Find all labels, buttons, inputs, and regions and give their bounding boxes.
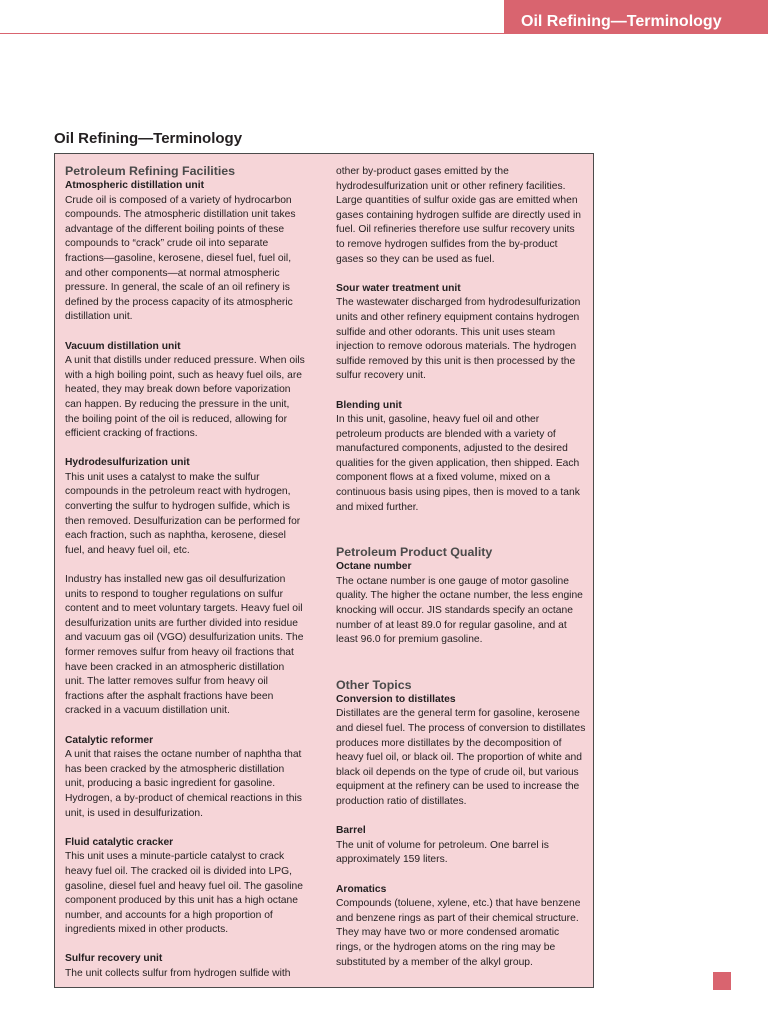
header-title: Oil Refining—Terminology — [521, 13, 722, 30]
entry-body-conversion: Distillates are the general term for gasoline, kerosene and diesel fuel. The process of conversion to distillates produces more distillates by the decomposition of heavy fuel oil, or black oil. The proportion of white and black oil depends on the type of crude oil, but various equipment at the refinery can be used to increase the production ratio of distillates. — [336, 708, 586, 807]
entry-body-sulfur-recovery: The unit collects sulfur from hydrogen sulfide with — [65, 968, 291, 980]
entry-title-octane: Octane number — [336, 561, 412, 573]
section-title-facilities: Petroleum Refining Facilities — [65, 164, 236, 178]
right-column — [336, 165, 586, 970]
section-title-quality: Petroleum Product Quality — [336, 545, 493, 560]
entry-title-hydrodesulfurization: Hydrodesulfurization unit — [65, 457, 190, 469]
entry-body-fluid-catalytic-cracker: This unit uses a minute-particle catalyst to crack heavy fuel oil. The cracked oil is divided into LPG, gasoline, diesel fuel and heavy fuel oil. The gasoline component produced by this unit has a high octane number, and accounts for a high proportion of ingredients mixed in other products. — [65, 851, 303, 936]
entry-title-barrel: Barrel — [336, 825, 366, 837]
entry-body-catalytic-reformer: A unit that raises the octane number of naphtha that has been cracked by the atmospheric distillation unit, producing a basic ingredient for gasoline. Hydrogen, a by-product of chemical reactions in this unit, is used in desulfurization. — [65, 749, 302, 819]
entry-body-barrel: The unit of volume for petroleum. One barrel is approximately 159 liters. — [336, 839, 549, 866]
corner-square — [713, 972, 731, 990]
page-title: Oil Refining—Terminology — [54, 130, 243, 147]
entry-title-aromatics: Aromatics — [336, 883, 387, 895]
entry-title-blending: Blending unit — [336, 399, 402, 411]
entry-title-atmospheric: Atmospheric distillation unit — [65, 180, 205, 191]
entry-body-vacuum: A unit that distills under reduced pressure. When oils with a high boiling point, such as heavy fuel oils, are heated, they may break down before vaporization can happen. By reducing the pressure in the unit, the boiling point of the oil is reduced, allowing for efficient cracking of fractions. — [65, 355, 305, 440]
section-title-other: Other Topics — [336, 677, 412, 692]
entry-body-sour-water: The wastewater discharged from hydrodesulfurization units and other refinery equipment contains hydrogen sulfide and other odorants. This unit uses steam injection to remove odorous materials. The hydrogen sulfide removed by this unit is then processed by the sulfur recovery unit. — [336, 297, 581, 382]
entry-title-conversion: Conversion to distillates — [336, 693, 456, 705]
entry-title-sulfur-recovery: Sulfur recovery unit — [65, 953, 163, 965]
terminology-box — [54, 153, 594, 988]
header-bar — [504, 0, 768, 33]
entry-body-aromatics: Compounds (toluene, xylene, etc.) that have benzene and benzene rings as part of their chemical structure. They may have two or more condensed aromatic rings, or the hydrogen atoms on the ring may be substituted by a member of the alkyl group. — [336, 898, 581, 968]
entry-title-catalytic-reformer: Catalytic reformer — [65, 734, 154, 746]
left-column — [65, 163, 305, 982]
entry-body-hydrodesulfurization: This unit uses a catalyst to make the sulfur compounds in the petroleum react with hydrogen, converting the sulfur to hydrogen sulfide, which is then removed. Desulfurization can be performed for each fraction, such as naphtha, kerosene, diesel fuel, and heavy fuel oil, etc. — [65, 471, 301, 556]
header-divider — [0, 33, 768, 34]
entry-body-sulfur-recovery-cont: other by-product gases emitted by the hydrodesulfurization unit or other refinery facilities. Large quantities of sulfur oxide gas are emitted when gases containing hydrogen sulfide are directly used in fuel. Oil refineries therefore use sulfur recovery units to remove hydrogen sulfides from the by-product gases so they can be used as fuel. — [336, 166, 581, 265]
entry-title-vacuum: Vacuum distillation unit — [65, 340, 181, 352]
entry-body-blending: In this unit, gasoline, heavy fuel oil and other petroleum products are blended with a variety of manufactured components, adjusted to the desired qualities for the given application, then shipped. Each component flows at a fixed volume, mixed on a continuous basis using pipes, then is moved to a tank and mixed further. — [336, 414, 580, 513]
entry-body-atmospheric: Crude oil is composed of a variety of hydrocarbon compounds. The atmospheric distillation unit takes advantage of the different boiling points of these compounds to “crack” crude oil into separate fractions—gasoline, kerosene, diesel fuel, fuel oil, and other components—at normal atmospheric pressure. In general, the scale of an oil refinery is defined by the process capacity of its atmospheric distillation unit. — [65, 194, 296, 323]
entry-title-fluid-catalytic-cracker: Fluid catalytic cracker — [65, 836, 174, 848]
entry-body-hydrodesulfurization-2: Industry has installed new gas oil desulfurization units to respond to tougher regulations on sulfur content and to meet voluntary targets. Heavy fuel oil desulfurization units are further divided into residue and vacuum gas oil (VGO) desulfurization units. The former removes sulfur from heavy oil fractions that have been cracked in an atmospheric distillation unit. The latter removes sulfur from heavy oil fractions after the asphalt fractions have been cracked in a vacuum distillation unit. — [65, 574, 304, 717]
entry-title-sour-water: Sour water treatment unit — [336, 282, 461, 294]
entry-body-octane: The octane number is one gauge of motor gasoline quality. The higher the octane number, the less engine knocking will occur. JIS standards specify an octane number of at least 89.0 for regular gasoline, and at least 96.0 for premium gasoline. — [336, 575, 583, 646]
